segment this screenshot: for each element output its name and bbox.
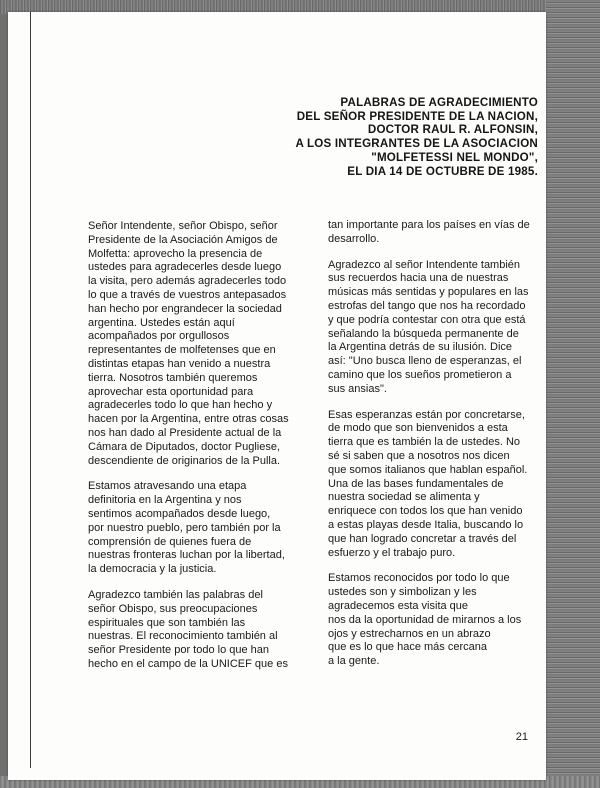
text-line: espirituales que son también las <box>88 616 246 629</box>
text-line: tierra que es también la de ustedes. No <box>328 436 521 449</box>
left-column <box>88 220 293 684</box>
text-line: la visita, pero además agradecerles todo <box>88 275 287 288</box>
text-line: Molfetta: aprovecho la presencia de <box>88 247 263 260</box>
speech-heading <box>98 96 538 178</box>
text-line: Presidente de la Asociación Amigos de <box>88 233 278 246</box>
text-line: la democracia y la justicia. <box>88 563 217 576</box>
text-line: tierra. Nosotros también queremos <box>88 371 258 384</box>
text-line: lo que a través de vuestros antepasados <box>88 288 287 301</box>
paragraph <box>328 572 544 669</box>
text-line: señor Obispo, sus preocupaciones <box>88 602 258 615</box>
text-line: acompañados por orgullosos <box>88 330 230 343</box>
text-line: estrofas del tango que nos ha recordado <box>328 299 526 312</box>
text-line: esfuerzo y el trabajo puro. <box>328 546 456 559</box>
page-binding-line <box>30 12 31 768</box>
right-column <box>328 219 544 681</box>
text-line: Estamos reconocidos por todo lo que <box>328 572 510 585</box>
text-line: argentina. Ustedes están aquí <box>88 316 235 329</box>
heading-line: EL DIA 14 DE OCTUBRE DE 1985. <box>347 164 538 178</box>
text-line: músicas más sentidas y populares en las <box>328 286 529 299</box>
text-line: desarrollo. <box>328 232 380 245</box>
text-line: señalando la búsqueda permanente de <box>328 327 519 340</box>
page-number: 21 <box>515 731 528 743</box>
text-line: nos han dado al Presidente actual de la <box>88 426 282 439</box>
text-line: sus recuerdos hacia una de nuestras <box>328 272 509 285</box>
text-line: que han logrado concretar a través del <box>328 532 517 545</box>
text-line: la Argentina detrás de su ilusión. Dice <box>328 341 513 354</box>
text-line: hacen por la Argentina, entre otras cosas <box>88 413 289 426</box>
text-line: agradecerles todo lo que han hecho y <box>88 399 273 412</box>
text-line: ustedes son y simbolizan y les <box>328 586 477 599</box>
text-line: Una de las bases fundamentales de <box>328 477 504 490</box>
heading-line: DEL SEÑOR PRESIDENTE DE LA NACION, <box>296 109 538 123</box>
document-page <box>8 12 546 780</box>
text-line: sé si saben que a nosotros nos dicen <box>328 449 510 462</box>
text-line: ojos y estrecharnos en un abrazo <box>328 627 491 640</box>
text-line: que es lo que hace más cercana <box>328 641 487 654</box>
heading-line: "MOLFETESSI NEL MONDO", <box>371 150 538 164</box>
heading-line: A LOS INTEGRANTES DE LA ASOCIACION <box>295 137 538 151</box>
text-line: de modo que son bienvenidos a esta <box>328 422 508 435</box>
text-line: señor Presidente por todo lo que han <box>88 644 270 657</box>
text-line: Agradezco también las palabras del <box>88 588 263 601</box>
text-line: definitoria en la Argentina y nos <box>88 494 242 507</box>
text-line: agradecemos esta visita que <box>328 599 469 612</box>
text-line: aprovechar esta oportunidad para <box>88 385 254 398</box>
text-line: Señor Intendente, señor Obispo, señor <box>88 220 278 232</box>
paragraph <box>88 589 293 672</box>
text-line: hecho en el campo de la UNICEF que es <box>88 657 288 670</box>
text-line: nuestras. El reconocimiento también al <box>88 630 278 643</box>
text-line: así: "Uno busca lleno de esperanzas, el <box>328 355 522 368</box>
text-line: camino que los sueños prometieron a <box>328 368 512 381</box>
heading-line: DOCTOR RAUL R. ALFONSIN, <box>367 123 538 137</box>
text-line: nuestra sociedad se alimenta y <box>328 491 480 504</box>
text-line: a estas playas desde Italia, buscando lo <box>328 518 524 531</box>
text-line: han hecho por engrandecer la sociedad <box>88 302 282 315</box>
text-line: a la gente. <box>328 655 380 668</box>
text-line: nuestras fronteras luchan por la libertad, <box>88 549 285 562</box>
text-line: descendiente de originarios de la Pulla. <box>88 454 281 467</box>
text-line: Agradezco al señor Intendente también <box>328 258 521 271</box>
paragraph <box>88 220 293 468</box>
paragraph <box>328 259 544 397</box>
paragraph <box>328 219 544 247</box>
text-line: nos da la oportunidad de mirarnos a los <box>328 613 522 626</box>
text-line: por nuestro pueblo, pero también por la <box>88 521 281 534</box>
text-line: Esas esperanzas están por concretarse, <box>328 408 525 421</box>
text-line: distintas etapas han venido a nuestra <box>88 357 271 370</box>
text-line: sus ansias". <box>328 382 387 395</box>
paragraph <box>328 409 544 561</box>
scan-right-edge <box>546 0 600 788</box>
text-line: enriquece con todos los que han venido <box>328 505 523 518</box>
text-line: sentimos acompañados desde luego, <box>88 507 271 520</box>
text-line: Cámara de Diputados, doctor Pugliese, <box>88 440 280 453</box>
heading-line: PALABRAS DE AGRADECIMIENTO <box>340 96 538 109</box>
text-line: que somos italianos que hablan español. <box>328 463 528 476</box>
text-line: y que podría contestar con otra que está <box>328 313 526 326</box>
text-line: tan importante para los países en vías de <box>328 219 530 231</box>
text-line: Estamos atravesando una etapa <box>88 480 247 493</box>
text-line: comprensión de quienes fuera de <box>88 535 252 548</box>
text-line: ustedes para agradecerles desde luego <box>88 261 282 274</box>
paragraph <box>88 480 293 577</box>
text-line: representantes de molfetenses que en <box>88 344 276 357</box>
